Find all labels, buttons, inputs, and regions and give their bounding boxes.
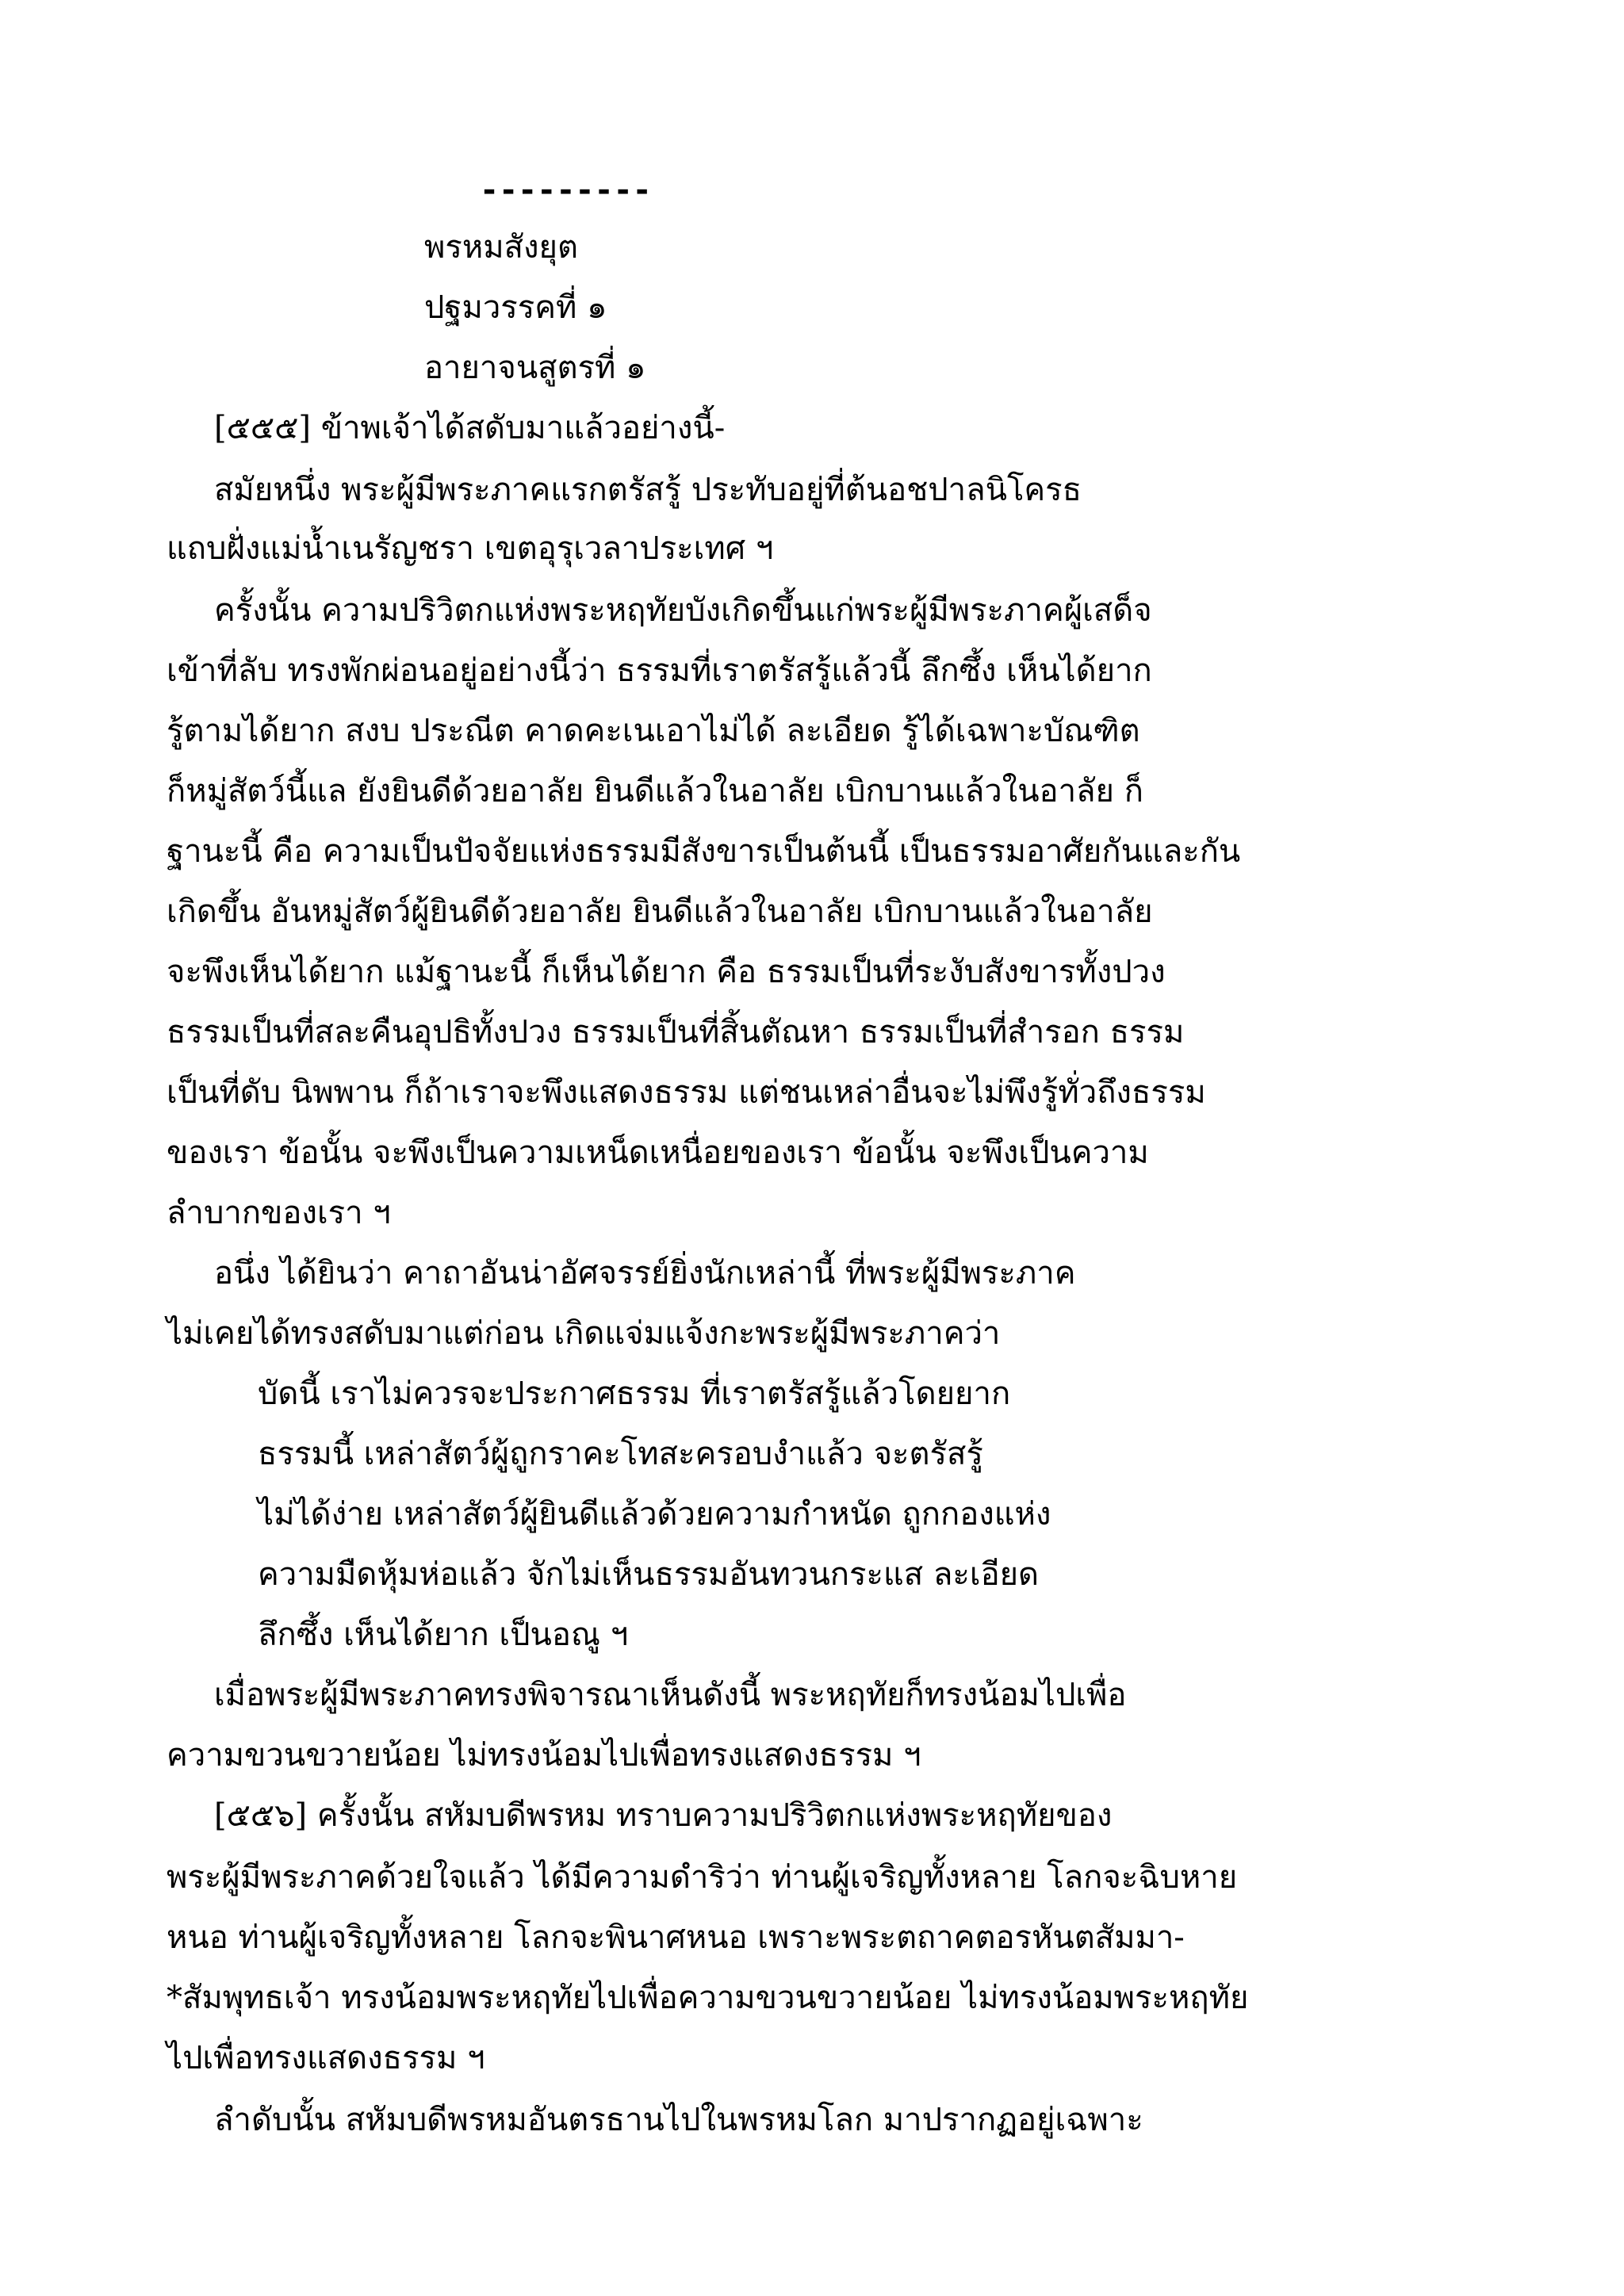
paragraph-line: ลำดับนั้น สหัมบดีพรหมอันตรธานไปในพรหมโลก มาปรากฏอยู่เฉพาะ (214, 2102, 1143, 2138)
paragraph-line: ความขวนขวายน้อย ไม่ทรงน้อมไปเพื่อทรงแสดงธรรม ฯ (167, 1737, 921, 1774)
samyutta-title: พรหมสังยุต (424, 229, 578, 266)
paragraph-line: ก็หมู่สัตว์นี้แล ยังยินดีด้วยอาลัย ยินดีแล้วในอาลัย เบิกบานแล้วในอาลัย ก็ (167, 773, 1143, 809)
sutta-title: อายาจนสูตรที่ ๑ (424, 350, 646, 386)
paragraph-line: เข้าที่ลับ ทรงพักผ่อนอยู่อย่างนี้ว่า ธรรมที่เราตรัสรู้แล้วนี้ ลึกซึ้ง เห็นได้ยาก (167, 652, 1152, 689)
paragraph-line: ของเรา ข้อนั้น จะพึงเป็นความเหน็ดเหนื่อยของเรา ข้อนั้น จะพึงเป็นความ (167, 1135, 1149, 1171)
paragraph-line: ลำบากของเรา ฯ (167, 1195, 391, 1231)
paragraph-line: [๕๕๖] ครั้งนั้น สหัมบดีพรหม ทราบความปริวิตกแห่งพระหฤทัยของ (214, 1797, 1113, 1834)
verse-line: ความมืดหุ้มห่อแล้ว จักไม่เห็นธรรมอันทวนกระแส ละเอียด (258, 1556, 1039, 1593)
paragraph-line: [๕๕๕] ข้าพเจ้าได้สดับมาแล้วอย่างนี้- (214, 410, 726, 446)
paragraph-line: พระผู้มีพระภาคด้วยใจแล้ว ได้มีความดำริว่า ท่านผู้เจริญทั้งหลาย โลกจะฉิบหาย (167, 1859, 1238, 1896)
paragraph-line: ครั้งนั้น ความปริวิตกแห่งพระหฤทัยบังเกิดขึ้นแก่พระผู้มีพระภาคผู้เสด็จ (214, 592, 1152, 629)
paragraph-line: จะพึงเห็นได้ยาก แม้ฐานะนี้ ก็เห็นได้ยาก คือ ธรรมเป็นที่ระงับสังขารทั้งปวง (167, 954, 1166, 990)
paragraph-line: ไม่เคยได้ทรงสดับมาแต่ก่อน เกิดแจ่มแจ้งกะพระผู้มีพระภาคว่า (167, 1315, 1001, 1352)
paragraph-line: ฐานะนี้ คือ ความเป็นปัจจัยแห่งธรรมมีสังขารเป็นต้นนี้ เป็นธรรมอาศัยกันและกัน (167, 833, 1241, 870)
verse-line: ลึกซึ้ง เห็นได้ยาก เป็นอณู ฯ (258, 1617, 629, 1653)
paragraph-line: เป็นที่ดับ นิพพาน ก็ถ้าเราจะพึงแสดงธรรม แต่ชนเหล่าอื่นจะไม่พึงรู้ทั่วถึงธรรม (167, 1074, 1206, 1111)
verse-line: ไม่ได้ง่าย เหล่าสัตว์ผู้ยินดีแล้วด้วยความกำหนัด ถูกกองแห่ง (258, 1496, 1051, 1533)
section-divider: --------- (480, 172, 652, 209)
paragraph-line: อนึ่ง ได้ยินว่า คาถาอันน่าอัศจรรย์ยิ่งนักเหล่านี้ ที่พระผู้มีพระภาค (214, 1255, 1076, 1292)
paragraph-line: สมัยหนึ่ง พระผู้มีพระภาคแรกตรัสรู้ ประทับอยู่ที่ต้นอชปาลนิโครธ (214, 472, 1082, 508)
paragraph-line: หนอ ท่านผู้เจริญทั้งหลาย โลกจะพินาศหนอ เพราะพระตถาคตอรหันตสัมมา- (167, 1919, 1185, 1956)
paragraph-line: เมื่อพระผู้มีพระภาคทรงพิจารณาเห็นดังนี้ พระหฤทัยก็ทรงน้อมไปเพื่อ (214, 1677, 1127, 1713)
paragraph-line: ธรรมเป็นที่สละคืนอุปธิทั้งปวง ธรรมเป็นที่สิ้นตัณหา ธรรมเป็นที่สำรอก ธรรม (167, 1014, 1185, 1050)
paragraph-line: รู้ตามได้ยาก สงบ ประณีต คาดคะเนเอาไม่ได้ ละเอียด รู้ได้เฉพาะบัณฑิต (167, 713, 1140, 749)
verse-line: ธรรมนี้ เหล่าสัตว์ผู้ถูกราคะโทสะครอบงำแล้ว จะตรัสรู้ (258, 1436, 983, 1472)
paragraph-line: ไปเพื่อทรงแสดงธรรม ฯ (167, 2040, 485, 2076)
verse-line: บัดนี้ เราไม่ควรจะประกาศธรรม ที่เราตรัสรู้แล้วโดยยาก (258, 1376, 1011, 1412)
paragraph-line: แถบฝั่งแม่น้ำเนรัญชรา เขตอุรุเวลาประเทศ ฯ (167, 530, 774, 567)
paragraph-line: *สัมพุทธเจ้า ทรงน้อมพระหฤทัยไปเพื่อความขวนขวายน้อย ไม่ทรงน้อมพระหฤทัย (167, 1980, 1249, 2016)
vagga-title: ปฐมวรรคที่ ๑ (424, 289, 607, 326)
paragraph-line: เกิดขึ้น อันหมู่สัตว์ผู้ยินดีด้วยอาลัย ยินดีแล้วในอาลัย เบิกบานแล้วในอาลัย (167, 894, 1153, 930)
